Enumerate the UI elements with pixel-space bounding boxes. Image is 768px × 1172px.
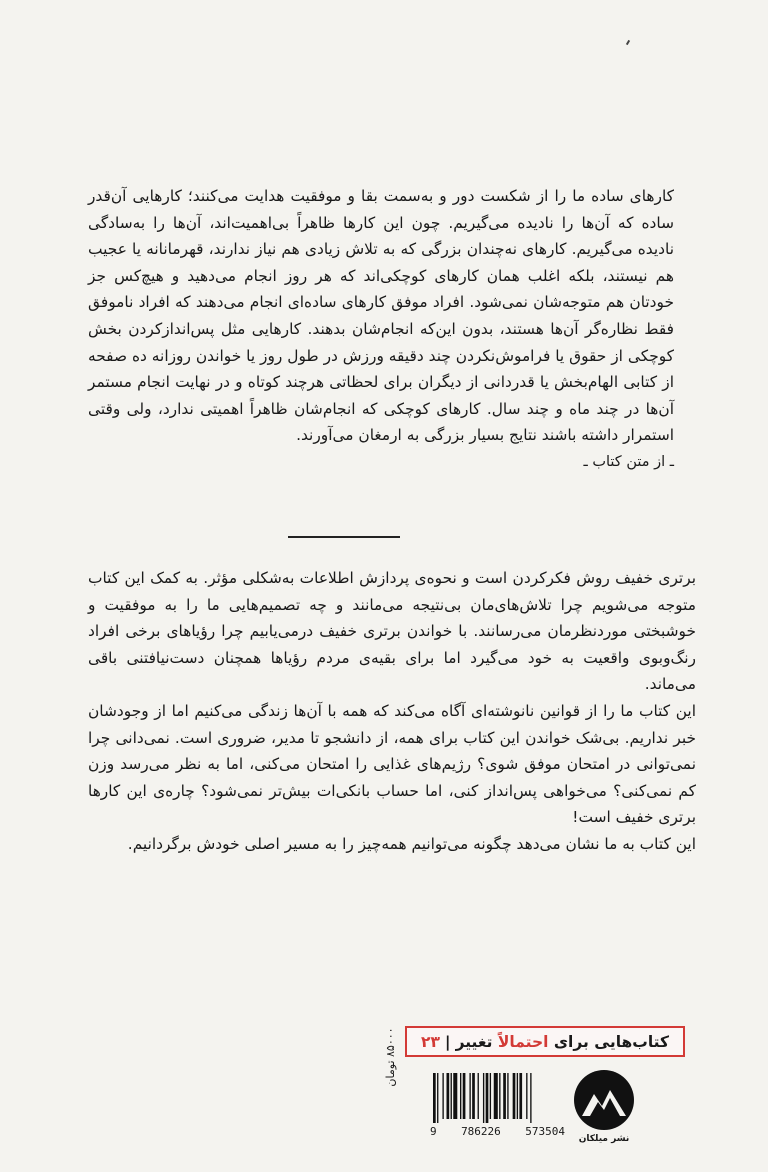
barcode-bars xyxy=(430,1073,565,1123)
book-excerpt xyxy=(88,183,674,476)
series-prefix: کتاب‌هایی برای xyxy=(553,1032,670,1051)
description-paragraph: این کتاب به ما نشان می‌دهد چگونه می‌توانیم همه‌چیز را به مسیر اصلی خودش برگردانیم. xyxy=(127,834,696,853)
description-paragraph: این کتاب ما را از قوانین نانوشته‌ای آگاه می‌کند که همه با آن‌ها زندگی می‌کنیم اما از وجودشان خبر نداریم. بی‌شک خواندن این کتاب برای همه، از دانشجو تا مدیر، ضروری است. نمی‌دانی چرا نمی‌توانی در امتحان موفق شوی؟ رژیم‌های غذایی را امتحان می‌کنی، اما به نظر می‌رسد وزن کم نمی‌کنی؟ می‌خواهی پس‌انداز کنی، اما حساب بانکی‌ات بیش‌تر نمی‌شود؟ چاره‌ی این کارها برتری خفیف است! xyxy=(88,701,696,827)
barcode-digits xyxy=(430,1125,565,1138)
book-description xyxy=(88,565,696,858)
barcode-group-1: 786226 xyxy=(461,1125,501,1138)
series-label-box xyxy=(405,1026,685,1057)
series-suffix: تغییر xyxy=(455,1032,493,1051)
excerpt-text: کارهای ساده ما را از شکست دور و به‌سمت بقا و موفقیت هدایت می‌کنند؛ کارهایی آن‌قدر ساده که آن‌ها را نادیده می‌گیریم. چون این کارها ظاهراً بی‌اهمیت‌اند، آن‌ها را به‌سادگی نادیده می‌گیریم. کارهای نه‌چندان بزرگی که به تلاش زیادی هم نیاز ندارند، قهرمانانه یا عجیب هم نیستند، بلکه اغلب همان کارهای کوچکی‌اند که هر روز انجام می‌دهید و هیچ‌کس جز خودتان هم متوجه‌شان نمی‌شود. افراد موفق کارهای ساده‌ای انجام می‌دهند که افراد ناموفق فقط نظاره‌گر آن‌ها هستند، بدون این‌که انجام‌شان بدهند. کارهایی مثل پس‌اندازکردن بخش کوچکی از حقوق یا فراموش‌نکردن چند دقیقه ورزش در طول روز یا خواندن روزانه ده صفحه از کتابی الهام‌بخش یا قدردانی از دیگران برای لحظاتی هرچند کوتاه و در نهایت انجام مستمر آن‌ها در چند ماه و چند سال. کارهای کوچکی که انجام‌شان ظاهراً اهمیتی ندارد، ولی وقتی استمرار داشته باشند نتایج بسیار بزرگی به ارمغان می‌آورند. xyxy=(88,187,674,445)
description-paragraph: برتری خفیف روش فکرکردن است و نحوه‌ی پردازش اطلاعات به‌شکلی مؤثر. به کمک این کتاب متوجه می‌شویم چرا تلاش‌های‌مان بی‌نتیجه می‌مانند و چه تصمیم‌هایی ما را به موفقیت و خوشبختی موردنظرمان می‌رسانند. با خواندن برتری خفیف درمی‌یابیم چرا رؤیاهای برخی افراد رنگ‌وبوی واقعیت به خود می‌گیرد اما برای بقیه‌ی مردم رؤیاها همچنان دست‌نیافتنی باقی می‌ماند. xyxy=(88,569,696,694)
paper-speck xyxy=(626,40,630,45)
section-divider xyxy=(288,536,400,538)
barcode-group-2: 573504 xyxy=(525,1125,565,1138)
price-label: ۸۵۰۰۰ تومان xyxy=(384,1027,397,1087)
mountain-logo-icon xyxy=(572,1068,636,1132)
barcode-lead-digit: 9 xyxy=(430,1125,437,1138)
series-number: ۲۳ xyxy=(420,1032,440,1051)
publisher-name: نشر میلکان xyxy=(578,1134,630,1144)
excerpt-source: ـ از متن کتاب ـ xyxy=(583,453,674,470)
series-highlight: احتمالاً xyxy=(497,1032,549,1051)
series-separator: | xyxy=(444,1032,451,1051)
isbn-barcode xyxy=(430,1073,565,1138)
